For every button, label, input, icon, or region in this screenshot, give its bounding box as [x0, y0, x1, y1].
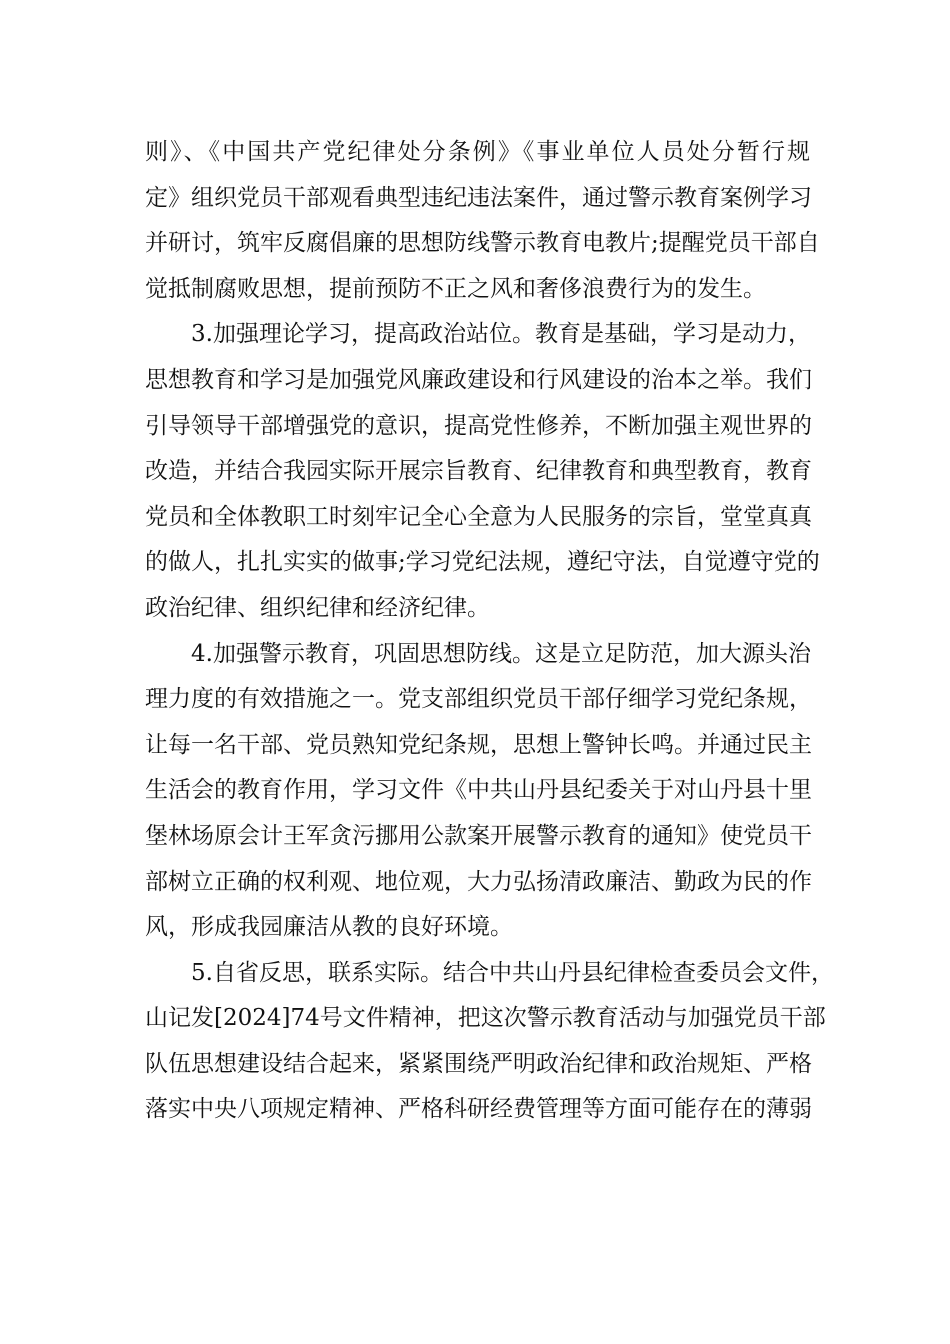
text-line: 5.自省反思，联系实际。结合中共山丹县纪律检查委员会文件， [191, 959, 834, 986]
paragraph-item-5 [145, 951, 834, 1133]
text-line: 4.加强警示教育，巩固思想防线。这是立足防范，加大源头治 [191, 640, 811, 667]
text-line: 部树立正确的权利观、地位观，大力弘扬清政廉洁、勤政为民的作 [145, 868, 812, 895]
text-line: 风，形成我园廉洁从教的良好环境。 [145, 914, 513, 941]
text-line: 并研讨，筑牢反腐倡廉的思想防线警示教育电教片;提醒党员干部自 [145, 230, 820, 257]
text-line: 政治纪律、组织纪律和经济纪律。 [145, 594, 490, 621]
text-line: 改造，并结合我园实际开展宗旨教育、纪律教育和典型教育，教育 [145, 458, 812, 485]
text-line: 的做人，扎扎实实的做事;学习党纪法规，遵纪守法，自觉遵守党的 [145, 549, 820, 576]
paragraph-item-4 [145, 632, 810, 951]
text-line: 觉抵制腐败思想，提前预防不正之风和奢侈浪费行为的发生。 [145, 275, 766, 302]
document-body [145, 130, 834, 1133]
text-line: 堡林场原会计王军贪污挪用公款案开展警示教育的通知》使党员干 [145, 822, 812, 849]
text-line: 思想教育和学习是加强党风廉政建设和行风建设的治本之举。我们 [145, 366, 812, 393]
text-line: 定》组织党员干部观看典型违纪违法案件，通过警示教育案例学习 [145, 184, 812, 211]
text-line: 党员和全体教职工时刻牢记全心全意为人民服务的宗旨，堂堂真真 [145, 503, 812, 530]
text-line: 3.加强理论学习，提高政治站位。教育是基础，学习是动力， [191, 321, 811, 348]
text-line: 让每一名干部、党员熟知党纪条规，思想上警钟长鸣。并通过民主 [145, 731, 812, 758]
text-line: 生活会的教育作用，学习文件《中共山丹县纪委关于对山丹县十里 [145, 777, 812, 804]
text-line: 落实中央八项规定精神、严格科研经费管理等方面可能存在的薄弱 [145, 1096, 812, 1123]
text-line: 则》、《中国共产党纪律处分条例》《事业单位人员处分暂行规 [145, 139, 810, 165]
paragraph-continuation [145, 130, 820, 312]
text-line: 山记发[2024]74号文件精神，把这次警示教育活动与加强党员干部 [145, 1005, 826, 1032]
text-line: 引导领导干部增强党的意识，提高党性修养，不断加强主观世界的 [145, 412, 812, 439]
text-line: 理力度的有效措施之一。党支部组织党员干部仔细学习党纪条规， [145, 686, 812, 713]
paragraph-item-3 [145, 312, 820, 631]
text-line: 队伍思想建设结合起来，紧紧围绕严明政治纪律和政治规矩、严格 [145, 1050, 812, 1077]
